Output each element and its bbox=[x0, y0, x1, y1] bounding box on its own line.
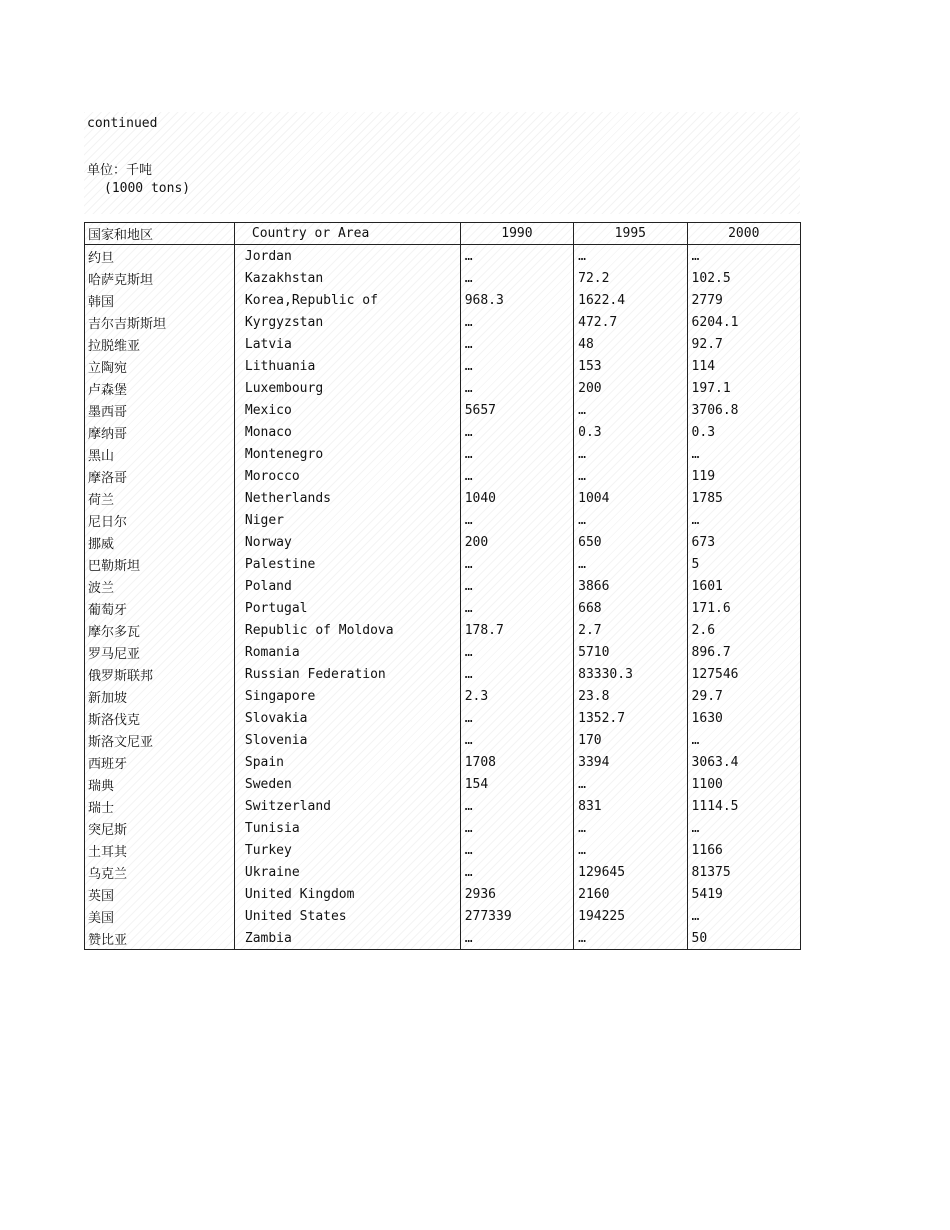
table-row bbox=[85, 399, 801, 421]
value-2000: 5419 bbox=[687, 883, 800, 905]
table-row bbox=[85, 487, 801, 509]
value-1995: … bbox=[574, 839, 687, 861]
column-header-en: Country or Area bbox=[234, 223, 460, 245]
country-name-en: Korea,Republic of bbox=[234, 289, 460, 311]
column-header-2000: 2000 bbox=[687, 223, 800, 245]
country-name-en: Sweden bbox=[234, 773, 460, 795]
value-1995: 668 bbox=[574, 597, 687, 619]
value-1990: … bbox=[460, 465, 573, 487]
value-1995: … bbox=[574, 399, 687, 421]
value-2000: 3706.8 bbox=[687, 399, 800, 421]
value-2000: 127546 bbox=[687, 663, 800, 685]
value-2000: … bbox=[687, 905, 800, 927]
country-name-en: Tunisia bbox=[234, 817, 460, 839]
country-name-en: Jordan bbox=[234, 245, 460, 268]
value-1995: … bbox=[574, 465, 687, 487]
country-name-en: Singapore bbox=[234, 685, 460, 707]
column-header-1995: 1995 bbox=[574, 223, 687, 245]
table-row bbox=[85, 707, 801, 729]
country-name-cn: 尼日尔 bbox=[85, 509, 235, 531]
value-1995: 72.2 bbox=[574, 267, 687, 289]
value-1995: 1622.4 bbox=[574, 289, 687, 311]
table-row bbox=[85, 575, 801, 597]
value-2000: 1166 bbox=[687, 839, 800, 861]
table-row bbox=[85, 817, 801, 839]
country-name-en: Republic of Moldova bbox=[234, 619, 460, 641]
table-row bbox=[85, 795, 801, 817]
value-1990: … bbox=[460, 597, 573, 619]
value-1990: 1708 bbox=[460, 751, 573, 773]
country-name-cn: 摩纳哥 bbox=[85, 421, 235, 443]
country-name-cn: 赞比亚 bbox=[85, 927, 235, 950]
country-name-en: Romania bbox=[234, 641, 460, 663]
value-1990: … bbox=[460, 421, 573, 443]
value-1990: 5657 bbox=[460, 399, 573, 421]
country-name-cn: 约旦 bbox=[85, 245, 235, 268]
column-header-cn: 国家和地区 bbox=[85, 223, 235, 245]
table-row bbox=[85, 465, 801, 487]
country-name-en: Palestine bbox=[234, 553, 460, 575]
table-row bbox=[85, 443, 801, 465]
country-name-en: Lithuania bbox=[234, 355, 460, 377]
country-name-cn: 瑞士 bbox=[85, 795, 235, 817]
value-1995: 472.7 bbox=[574, 311, 687, 333]
country-name-en: Latvia bbox=[234, 333, 460, 355]
table-row bbox=[85, 553, 801, 575]
table-row bbox=[85, 839, 801, 861]
value-1990: … bbox=[460, 641, 573, 663]
value-1990: 1040 bbox=[460, 487, 573, 509]
sheet-background bbox=[84, 112, 800, 214]
country-name-cn: 瑞典 bbox=[85, 773, 235, 795]
value-1995: 2160 bbox=[574, 883, 687, 905]
value-1995: … bbox=[574, 509, 687, 531]
country-name-cn: 乌克兰 bbox=[85, 861, 235, 883]
value-2000: 114 bbox=[687, 355, 800, 377]
value-1995: 3866 bbox=[574, 575, 687, 597]
table-row bbox=[85, 245, 801, 268]
table-row bbox=[85, 509, 801, 531]
value-2000: 50 bbox=[687, 927, 800, 950]
value-2000: 1630 bbox=[687, 707, 800, 729]
value-2000: 896.7 bbox=[687, 641, 800, 663]
country-name-cn: 西班牙 bbox=[85, 751, 235, 773]
value-2000: … bbox=[687, 245, 800, 268]
value-1995: 1352.7 bbox=[574, 707, 687, 729]
value-2000: … bbox=[687, 817, 800, 839]
value-1995: 3394 bbox=[574, 751, 687, 773]
country-name-en: Russian Federation bbox=[234, 663, 460, 685]
country-name-cn: 墨西哥 bbox=[85, 399, 235, 421]
value-1995: 170 bbox=[574, 729, 687, 751]
value-2000: 1785 bbox=[687, 487, 800, 509]
value-1995: … bbox=[574, 773, 687, 795]
country-name-cn: 立陶宛 bbox=[85, 355, 235, 377]
value-2000: 197.1 bbox=[687, 377, 800, 399]
value-2000: … bbox=[687, 509, 800, 531]
country-name-en: Netherlands bbox=[234, 487, 460, 509]
value-2000: 92.7 bbox=[687, 333, 800, 355]
value-1990: … bbox=[460, 817, 573, 839]
value-1990: … bbox=[460, 729, 573, 751]
unit-label-en: (1000 tons) bbox=[104, 181, 191, 196]
value-2000: … bbox=[687, 443, 800, 465]
value-2000: 673 bbox=[687, 531, 800, 553]
value-1990: 200 bbox=[460, 531, 573, 553]
country-name-cn: 俄罗斯联邦 bbox=[85, 663, 235, 685]
table-body bbox=[85, 245, 801, 950]
value-1990: … bbox=[460, 839, 573, 861]
value-1995: … bbox=[574, 817, 687, 839]
table-row bbox=[85, 883, 801, 905]
country-name-cn: 拉脱维亚 bbox=[85, 333, 235, 355]
country-name-cn: 葡萄牙 bbox=[85, 597, 235, 619]
value-1995: 194225 bbox=[574, 905, 687, 927]
value-1990: … bbox=[460, 443, 573, 465]
header-row bbox=[85, 223, 801, 245]
country-name-en: United States bbox=[234, 905, 460, 927]
value-2000: 5 bbox=[687, 553, 800, 575]
table-row bbox=[85, 619, 801, 641]
value-1990: … bbox=[460, 267, 573, 289]
value-2000: 171.6 bbox=[687, 597, 800, 619]
value-1990: … bbox=[460, 355, 573, 377]
continued-label: continued bbox=[87, 116, 158, 131]
table-row bbox=[85, 663, 801, 685]
country-name-cn: 罗马尼亚 bbox=[85, 641, 235, 663]
country-name-cn: 美国 bbox=[85, 905, 235, 927]
value-1990: 2936 bbox=[460, 883, 573, 905]
country-name-cn: 突尼斯 bbox=[85, 817, 235, 839]
value-1995: 153 bbox=[574, 355, 687, 377]
table-row bbox=[85, 267, 801, 289]
table-row bbox=[85, 641, 801, 663]
table-row bbox=[85, 773, 801, 795]
country-name-en: Montenegro bbox=[234, 443, 460, 465]
country-name-cn: 新加坡 bbox=[85, 685, 235, 707]
value-1990: 178.7 bbox=[460, 619, 573, 641]
value-1995: … bbox=[574, 245, 687, 268]
value-1990: 277339 bbox=[460, 905, 573, 927]
value-1995: 23.8 bbox=[574, 685, 687, 707]
value-2000: 1114.5 bbox=[687, 795, 800, 817]
table-row bbox=[85, 751, 801, 773]
value-1990: 2.3 bbox=[460, 685, 573, 707]
value-1990: … bbox=[460, 927, 573, 950]
country-name-en: Spain bbox=[234, 751, 460, 773]
table-row bbox=[85, 729, 801, 751]
value-1990: … bbox=[460, 575, 573, 597]
country-name-en: Morocco bbox=[234, 465, 460, 487]
country-name-en: Slovenia bbox=[234, 729, 460, 751]
value-1990: … bbox=[460, 333, 573, 355]
value-1990: 154 bbox=[460, 773, 573, 795]
country-name-en: Switzerland bbox=[234, 795, 460, 817]
country-name-cn: 土耳其 bbox=[85, 839, 235, 861]
table-row bbox=[85, 421, 801, 443]
country-name-en: Mexico bbox=[234, 399, 460, 421]
value-1995: … bbox=[574, 553, 687, 575]
country-name-en: Portugal bbox=[234, 597, 460, 619]
country-name-en: Turkey bbox=[234, 839, 460, 861]
value-2000: 1100 bbox=[687, 773, 800, 795]
value-1995: 0.3 bbox=[574, 421, 687, 443]
country-name-cn: 波兰 bbox=[85, 575, 235, 597]
country-name-cn: 挪威 bbox=[85, 531, 235, 553]
value-2000: 29.7 bbox=[687, 685, 800, 707]
table-row bbox=[85, 289, 801, 311]
value-1995: 831 bbox=[574, 795, 687, 817]
value-2000: 1601 bbox=[687, 575, 800, 597]
value-1995: 129645 bbox=[574, 861, 687, 883]
value-2000: 3063.4 bbox=[687, 751, 800, 773]
value-2000: 119 bbox=[687, 465, 800, 487]
value-1990: … bbox=[460, 377, 573, 399]
table-row bbox=[85, 597, 801, 619]
value-1995: 5710 bbox=[574, 641, 687, 663]
value-2000: 102.5 bbox=[687, 267, 800, 289]
country-name-cn: 荷兰 bbox=[85, 487, 235, 509]
value-1995: 650 bbox=[574, 531, 687, 553]
value-1990: … bbox=[460, 707, 573, 729]
country-name-cn: 韩国 bbox=[85, 289, 235, 311]
country-name-cn: 哈萨克斯坦 bbox=[85, 267, 235, 289]
table-row bbox=[85, 905, 801, 927]
value-1990: … bbox=[460, 509, 573, 531]
country-name-en: Monaco bbox=[234, 421, 460, 443]
value-2000: 6204.1 bbox=[687, 311, 800, 333]
country-name-en: Zambia bbox=[234, 927, 460, 950]
value-1990: … bbox=[460, 663, 573, 685]
country-name-cn: 英国 bbox=[85, 883, 235, 905]
country-name-en: Norway bbox=[234, 531, 460, 553]
country-name-en: Slovakia bbox=[234, 707, 460, 729]
value-1995: 200 bbox=[574, 377, 687, 399]
country-name-en: Ukraine bbox=[234, 861, 460, 883]
country-name-cn: 黑山 bbox=[85, 443, 235, 465]
value-1995: 2.7 bbox=[574, 619, 687, 641]
country-name-cn: 斯洛文尼亚 bbox=[85, 729, 235, 751]
country-name-cn: 吉尔吉斯斯坦 bbox=[85, 311, 235, 333]
value-1995: 83330.3 bbox=[574, 663, 687, 685]
country-name-en: Luxembourg bbox=[234, 377, 460, 399]
country-name-en: United Kingdom bbox=[234, 883, 460, 905]
table-row bbox=[85, 377, 801, 399]
value-2000: 81375 bbox=[687, 861, 800, 883]
table-row bbox=[85, 861, 801, 883]
data-table bbox=[84, 222, 801, 950]
country-name-cn: 摩洛哥 bbox=[85, 465, 235, 487]
country-name-cn: 斯洛伐克 bbox=[85, 707, 235, 729]
value-1995: … bbox=[574, 927, 687, 950]
table-row bbox=[85, 311, 801, 333]
unit-label-cn: 单位：千吨 bbox=[87, 163, 153, 178]
value-2000: 2.6 bbox=[687, 619, 800, 641]
value-1995: 1004 bbox=[574, 487, 687, 509]
table-row bbox=[85, 333, 801, 355]
value-1990: … bbox=[460, 311, 573, 333]
table-row bbox=[85, 531, 801, 553]
value-2000: … bbox=[687, 729, 800, 751]
country-name-en: Niger bbox=[234, 509, 460, 531]
value-2000: 0.3 bbox=[687, 421, 800, 443]
country-name-cn: 巴勒斯坦 bbox=[85, 553, 235, 575]
country-name-en: Kazakhstan bbox=[234, 267, 460, 289]
table-row bbox=[85, 927, 801, 950]
country-name-en: Poland bbox=[234, 575, 460, 597]
country-name-cn: 摩尔多瓦 bbox=[85, 619, 235, 641]
value-1990: … bbox=[460, 245, 573, 268]
country-name-cn: 卢森堡 bbox=[85, 377, 235, 399]
value-1990: … bbox=[460, 553, 573, 575]
value-1990: … bbox=[460, 795, 573, 817]
value-2000: 2779 bbox=[687, 289, 800, 311]
value-1990: 968.3 bbox=[460, 289, 573, 311]
table-row bbox=[85, 355, 801, 377]
value-1995: … bbox=[574, 443, 687, 465]
table-row bbox=[85, 685, 801, 707]
value-1990: … bbox=[460, 861, 573, 883]
column-header-1990: 1990 bbox=[460, 223, 573, 245]
country-name-en: Kyrgyzstan bbox=[234, 311, 460, 333]
value-1995: 48 bbox=[574, 333, 687, 355]
